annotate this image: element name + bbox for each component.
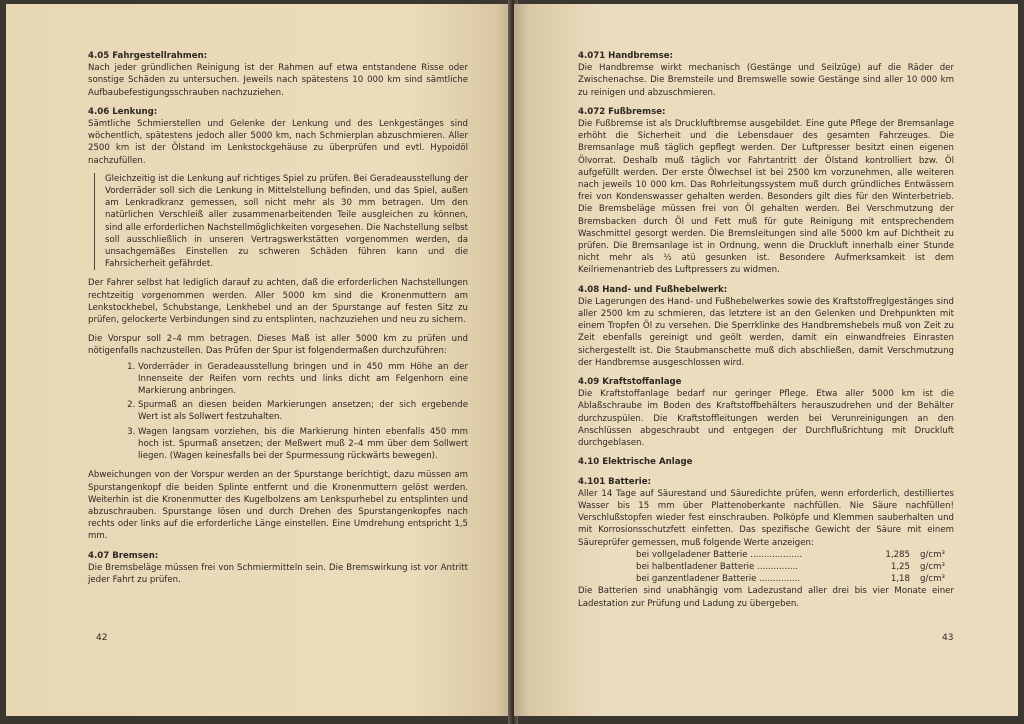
section-heading: 4.08 Hand- und Fußhebelwerk: [578, 284, 728, 295]
section-text: Die Lagerungen des Hand- und Fußhebelwerkes sowie des Kraftstoffreglgestänges sind aller 2500 km zu schmieren, das letztere ist an den Gelenken und Drehpunkten mit einem Tropfen Öl zu versehen. Die Sperrklinke des Handbremshebels muß von Zeit zu Zeit ebenfalls gereinigt und geölt werden, damit ein einwandfreies Einrasten sichergestellt ist. Die Staubmanschette muß dich abschließen, damit Verschmutzung der Handbremse ausgeschlossen wird. [578, 296, 954, 368]
right-page [514, 4, 1018, 716]
table-cell-label: bei ganzentladener Batterie ............... [636, 574, 801, 585]
section-text: Aller 14 Tage auf Säurestand und Säuredichte prüfen, wenn erforderlich, destilliertes Wasser bis 15 mm über Plattenoberkante nachfüllen. Nie Säure nachfüllen! Verschlußstopfen wieder fest einschrauben. Polköpfe und Klemmen sauberhalten und mit Korrosionsschutzfett einfetten. Das spezifische Gewicht der Säure mit einem Säureprüfer gemessen, muß folgende Werte anzeigen: [578, 488, 954, 548]
section-heading: 4.09 Kraftstoffanlage [578, 377, 682, 388]
list-item: 2. Spurmaß an diesen beiden Markierungen ansetzen; der sich ergebende Wert ist als Sollwert festzuhalten. [138, 399, 468, 423]
table-cell-unit: g/cm³ [920, 549, 945, 560]
density-table [636, 549, 954, 586]
section-heading: 4.101 Batterie: [578, 476, 652, 487]
section-heading: 4.06 Lenkung: [88, 106, 158, 117]
left-page-content [88, 50, 468, 586]
table-row [636, 549, 954, 561]
paragraph: Abweichungen von der Vorspur werden an der Spurstange berichtigt, dazu müssen am Spurstangenkopf die beiden Splinte entfernt und die Kronenmuttern gelöst werden. Weiterhin ist die Kronenmutter des Kugelbolzens am Lenkspurhebel zu entsplinten und abzuschrauben. Spurstange lösen und durch Drehen des Spurstangenkopfes nach rechts oder links auf die erforderliche Länge einstellen. Eine Umdrehung entspricht 1,5 mm. [88, 470, 468, 542]
page-number: 43 [942, 633, 954, 643]
page-number: 42 [96, 633, 108, 643]
table-cell-label: bei vollgeladener Batterie ................... [636, 549, 803, 560]
paragraph: Die Batterien sind unabhängig vom Ladezustand aller drei bis vier Monate einer Ladestation zur Prüfung und Ladung zu übergeben. [578, 586, 954, 609]
table-cell-value: 1,285 [885, 549, 910, 560]
procedure-list [88, 361, 468, 463]
section-heading: 4.10 Elektrische Anlage [578, 457, 693, 468]
section-heading: 4.07 Bremsen: [88, 550, 159, 561]
table-cell-label: bei halbentladener Batterie ............... [636, 561, 799, 572]
indented-note: Gleichzeitig ist die Lenkung auf richtiges Spiel zu prüfen. Bei Geradeausstellung der Vorderräder soll sich die Lenkung in Mittelstellung befinden, und das Spiel, außen am Lenkradkranz gemessen, soll nicht mehr als 30 mm betragen. Um den natürlichen Verschleiß aller zusammenarbeitenden Teile ausgleichen zu können, sind alle erforderlichen Nachstellmöglichkeiten vorgesehen. Die Nachstellung selbst soll ausschließlich in unseren Vertragswerkstätten vorgenommen werden, da unsachgemäßes Einstellen zu schweren Schäden führen kann und die Fahrsicherheit gefährdet. [94, 173, 468, 271]
section-text: Die Bremsbeläge müssen frei von Schmiermitteln sein. Die Bremswirkung ist vor Antritt jeder Fahrt zu prüfen. [88, 562, 468, 585]
left-page [6, 4, 512, 716]
section-text: Die Kraftstoffanlage bedarf nur geringer Pflege. Etwa aller 5000 km ist die Ablaßschraube im Boden des Kraftstoffbehälters herauszudrehen und der Behälter durchzuspülen. Die Kraftstoffleitungen werden bei Verunreinigungen an den Anschlüssen abgeschraubt und entgegen der Durchflußrichtung mit Druckluft durchgeblasen. [578, 389, 954, 449]
section-heading: 4.072 Fußbremse: [578, 106, 666, 117]
table-row [636, 561, 954, 573]
list-item: 3. Wagen langsam vorziehen, bis die Markierung hinten ebenfalls 450 mm hoch ist. Spurmaß ansetzen; der Meßwert muß 2–4 mm über dem Sollwert liegen. (Wagen keinesfalls bei der Spurmessung rückwärts bewegen). [138, 426, 468, 463]
section-heading: 4.05 Fahrgestellrahmen: [88, 51, 208, 61]
section-text: Sämtliche Schmierstellen und Gelenke der Lenkung und des Lenkgestänges sind wöchentlich, spätestens jedoch aller 5000 km, nach Schmierplan abzuschmieren. Aller 2500 km ist der Ölstand im Lenkstockgehäuse zu überprüfen und evtl. Hypoidöl nachzufüllen. [88, 119, 468, 166]
table-cell-value: 1,25 [890, 561, 910, 572]
table-cell-unit: g/cm³ [920, 561, 945, 572]
paragraph: Der Fahrer selbst hat lediglich darauf zu achten, daß die erforderlichen Nachstellungen rechtzeitig vorgenommen werden. Aller 5000 km sind die Kronenmuttern am Lenkstockhebel, Schubstange, Lenkhebel und an der Spurstange auf festen Sitz zu prüfen, gelockerte Verbindungen sind zu entsplinten, nachzuziehen und neu zu sichern. [88, 278, 468, 326]
table-cell-unit: g/cm³ [920, 574, 945, 585]
section-heading: 4.071 Handbremse: [578, 51, 673, 61]
list-item: 1. Vorderräder in Geradeausstellung bringen und in 450 mm Höhe an der Innenseite der Reifen vorn rechts und links dicht am Felgenhorn eine Markierung anbringen. [138, 361, 468, 398]
section-text: Die Fußbremse ist als Druckluftbremse ausgebildet. Eine gute Pflege der Bremsanlage erhöht die Sicherheit und die Lebensdauer des gesamten Fahrzeuges. Die Bremsanlage muß täglich gepflegt werden. Der Luftpresser besitzt einen eigenen Ölvorrat. Deshalb muß täglich vor Fahrtantritt der Ölstand kontrolliert bzw. Öl aufgefüllt werden. Der erste Ölwechsel ist bei 2500 km vorzunehmen, alle weiteren nach jeweils 10 000 km. Das Rohrleitungssystem muß durch gründliches Entwässern frei von Kondenswasser gehalten werden. Besonders gilt dies für den Winterbetrieb. Die Bremsbeläge müssen frei von Öl gehalten werden. Bei Verschmutzung der Bremsbacken durch Öl und Fett muß für gute Reinigung mit entsprechendem Waschmittel gesorgt werden. Die Bremsleitungen sind alle 5000 km auf Dichtheit zu prüfen. Die Bremsanlage ist in Ordnung, wenn die Druckluft innerhalb einer Stunde nicht mehr als ½ atü gesunken ist. Besondere Aufmerksamkeit ist dem Keilriemenantrieb des Luftpressers zu widmen. [578, 119, 954, 276]
table-row [636, 573, 954, 585]
section-text: Nach jeder gründlichen Reinigung ist der Rahmen auf etwa entstandene Risse oder sonstige Schäden zu untersuchen. Jeweils nach spätestens 10 000 km sind sämtliche Aufbaubefestigungsschrauben nachzuziehen. [88, 63, 468, 98]
paragraph: Die Vorspur soll 2–4 mm betragen. Dieses Maß ist aller 5000 km zu prüfen und nötigenfalls nachzustellen. Das Prüfen der Spur ist folgendermaßen durchzuführen: [88, 334, 468, 357]
right-page-content [578, 50, 954, 610]
section-text: Die Handbremse wirkt mechanisch (Gestänge und Seilzüge) auf die Räder der Zwischenachse. Die Bremsteile und Bremswelle sowie Gestänge sind aller 10 000 km zu reinigen und abzuschmieren. [578, 63, 954, 98]
table-cell-value: 1,18 [890, 574, 910, 585]
